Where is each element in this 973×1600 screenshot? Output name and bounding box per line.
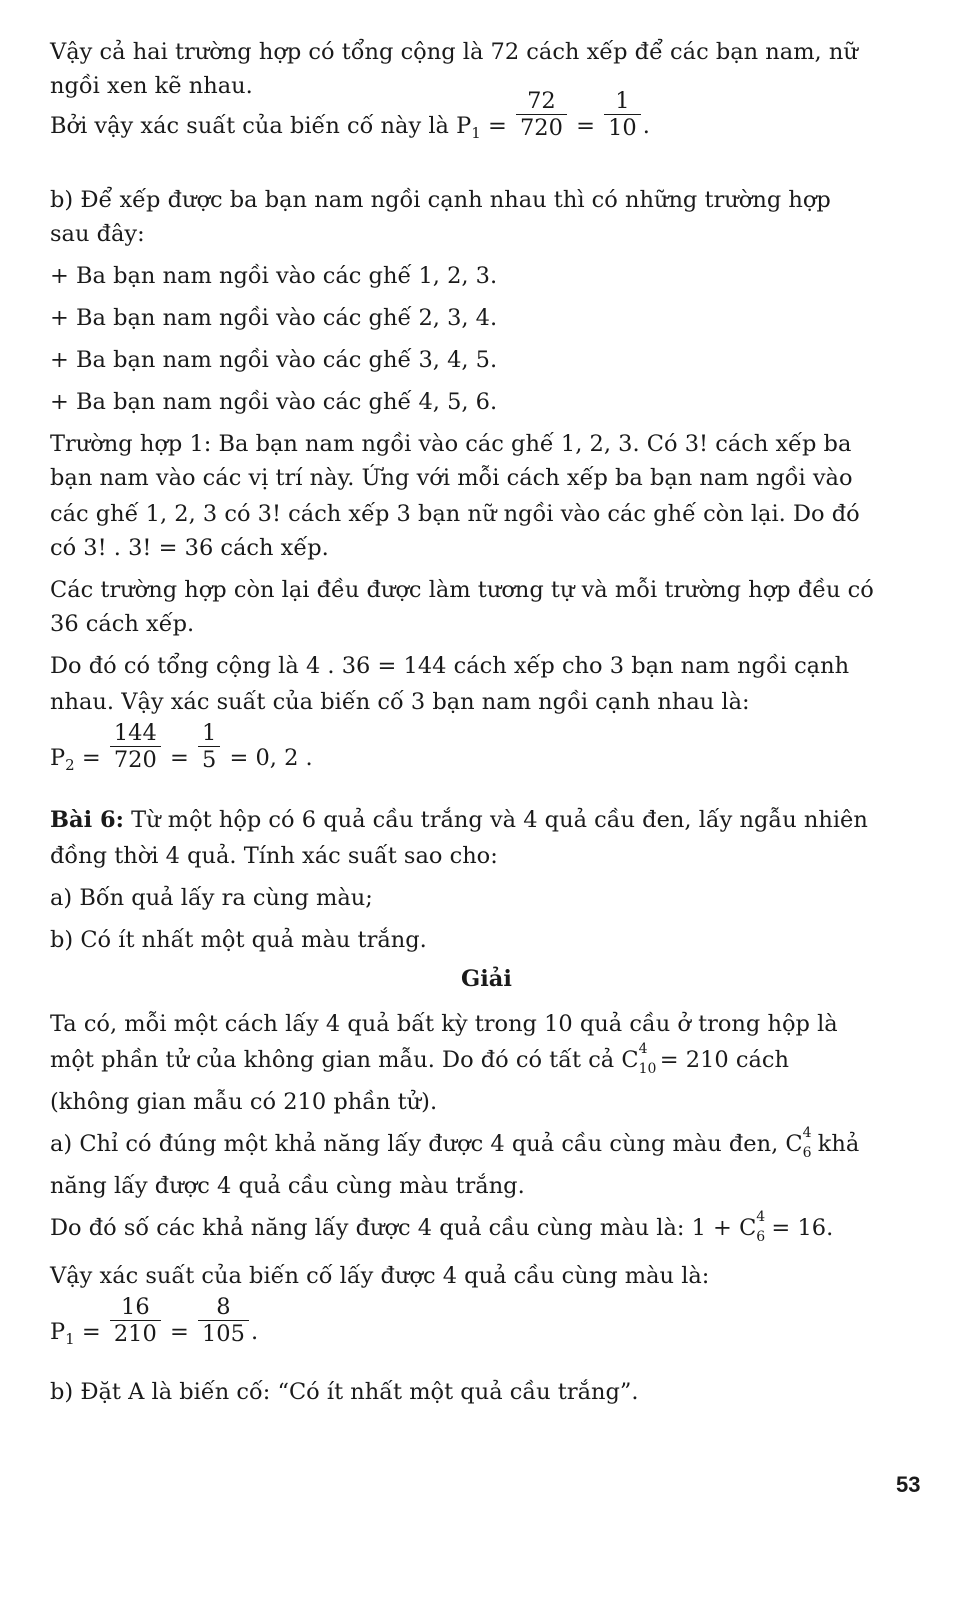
text-line: Ta có, mỗi một cách lấy 4 quả bất kỳ trong 10 quả cầu ở trong hộp là <box>50 1011 838 1037</box>
question-item: a) Bốn quả lấy ra cùng màu; <box>50 885 373 911</box>
list-item: + Ba bạn nam ngồi vào các ghế 2, 3, 4. <box>50 305 498 331</box>
page-number: 53 <box>896 1472 921 1497</box>
question-item: b) Có ít nhất một quả màu trắng. <box>50 927 427 953</box>
text-line: Vậy cả hai trường hợp có tổng cộng là 72 cách xếp để các bạn nam, nữ <box>50 39 858 65</box>
text-line: bạn nam vào các vị trí này. Ứng với mỗi cách xếp ba bạn nam ngồi vào <box>50 465 853 491</box>
text-line: Do đó số các khả năng lấy được 4 quả cầu cùng màu là: 1 + C 4 6 = 16. <box>50 1209 834 1245</box>
text-line: nhau. Vậy xác suất của biến cố 3 bạn nam ngồi cạnh nhau là: <box>50 689 750 715</box>
list-item: + Ba bạn nam ngồi vào các ghế 1, 2, 3. <box>50 263 498 289</box>
text-line: các ghế 1, 2, 3 có 3! cách xếp 3 bạn nữ ngồi vào các ghế còn lại. Do đó <box>50 501 860 527</box>
text-line: Các trường hợp còn lại đều được làm tương tự và mỗi trường hợp đều có <box>50 577 874 603</box>
text-line: Vậy xác suất của biến cố lấy được 4 quả cầu cùng màu là: <box>50 1263 710 1289</box>
list-item: + Ba bạn nam ngồi vào các ghế 4, 5, 6. <box>50 389 498 415</box>
text-line: sau đây: <box>50 221 145 247</box>
fraction: $\frac{144}{720}$ <box>110 720 161 773</box>
combination-symbol: C 4 6 <box>739 1209 766 1245</box>
fraction: $\frac{16}{210}$ <box>110 1294 161 1347</box>
probability-p1-final: $P_1$ = $\frac{16}{210}$ = $\frac{8}{105}$ . <box>50 1293 259 1348</box>
list-item: + Ba bạn nam ngồi vào các ghế 3, 4, 5. <box>50 347 498 373</box>
text-line: Do đó có tổng cộng là 4 . 36 = 144 cách xếp cho 3 bạn nam ngồi cạnh <box>50 653 850 679</box>
text-line: 36 cách xếp. <box>50 611 195 637</box>
fraction: $\frac{1}{10}$ <box>604 88 641 141</box>
exercise-title: Bài 6: Từ một hộp có 6 quả cầu trắng và 4 quả cầu đen, lấy ngẫu nhiên <box>50 807 868 833</box>
combination-symbol: C 4 10 <box>621 1041 657 1077</box>
text-line: Trường hợp 1: Ba bạn nam ngồi vào các ghế 1, 2, 3. Có 3! cách xếp ba <box>50 431 852 457</box>
fraction: $\frac{72}{720}$ <box>516 88 567 141</box>
probability-p1-line: Bởi vậy xác suất của biến cố này là $P_1$ = $\frac{72}{720}$ = $\frac{1}{10}$ . <box>50 87 650 142</box>
fraction: $\frac{8}{105}$ <box>198 1294 249 1347</box>
text-line: b) Để xếp được ba bạn nam ngồi cạnh nhau thì có những trường hợp <box>50 187 831 213</box>
text-line: có 3! . 3! = 36 cách xếp. <box>50 535 329 561</box>
text-line: ngồi xen kẽ nhau. <box>50 73 253 99</box>
text-line: a) Chỉ có đúng một khả năng lấy được 4 quả cầu cùng màu đen, C 4 6 khả <box>50 1125 860 1161</box>
fraction: $\frac{1}{5}$ <box>198 720 220 773</box>
probability-p2-line: $P_2$ = $\frac{144}{720}$ = $\frac{1}{5}$ = 0, 2 . <box>50 719 313 774</box>
text-line: năng lấy được 4 quả cầu cùng màu trắng. <box>50 1173 525 1199</box>
combination-symbol: C 4 6 <box>785 1125 812 1161</box>
text-line: một phần tử của không gian mẫu. Do đó có tất cả C 4 10 = 210 cách <box>50 1041 789 1077</box>
text-line: (không gian mẫu có 210 phần tử). <box>50 1089 438 1115</box>
solution-heading: Giải <box>461 966 512 992</box>
text-line: b) Đặt A là biến cố: “Có ít nhất một quả cầu trắng”. <box>50 1379 639 1405</box>
text-line: đồng thời 4 quả. Tính xác suất sao cho: <box>50 843 498 869</box>
